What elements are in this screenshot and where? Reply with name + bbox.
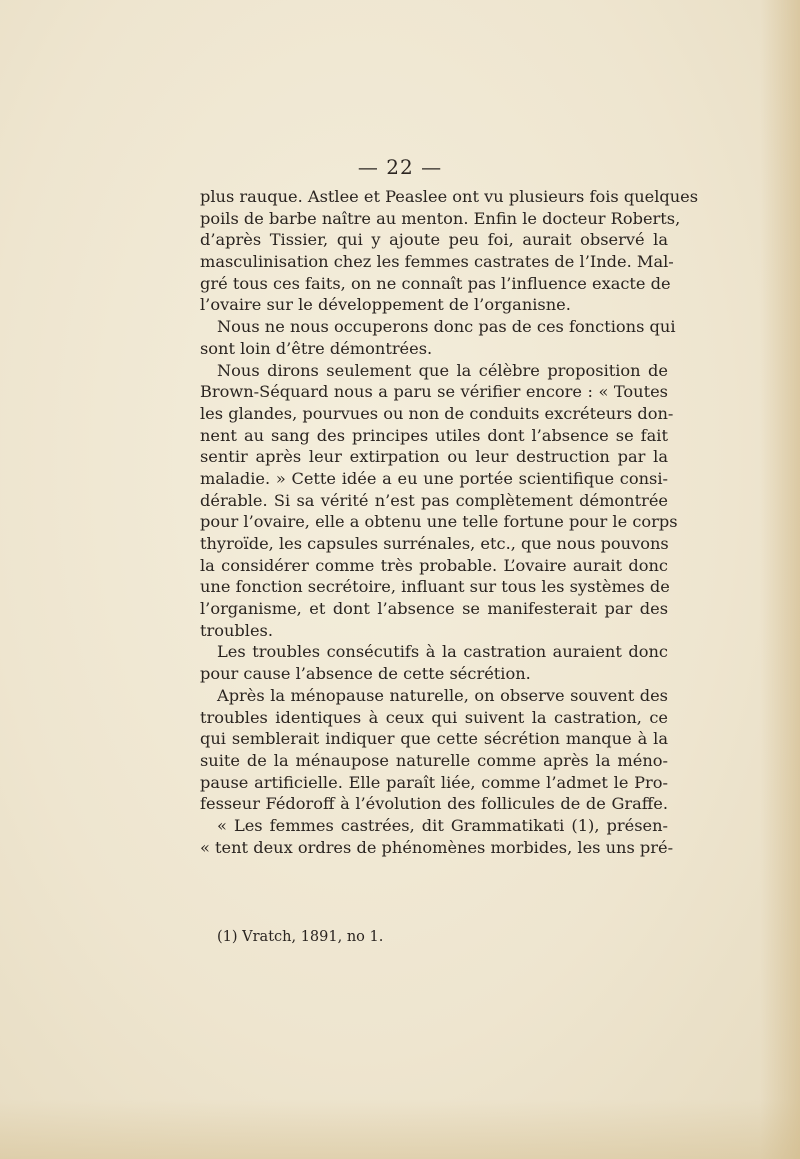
text-line: Les troubles consécutifs à la castration auraient donc [217, 642, 668, 662]
text-line: troubles. [200, 620, 273, 640]
text-line: d’après Tissier, qui y ajoute peu foi, aurait observé la [200, 230, 668, 250]
text-line: nent au sang des principes utiles dont l’absence se fait [200, 425, 668, 445]
text-line: la considérer comme très probable. L’ovaire aurait donc [200, 555, 668, 575]
text-line: une fonction secrétoire, influant sur tous les systèmes de [200, 577, 670, 597]
text-line: Brown-Séquard nous a paru se vérifier encore : « Toutes [200, 382, 668, 402]
text-line: suite de la ménaupose naturelle comme après la méno- [200, 750, 668, 770]
text-line: masculinisation chez les femmes castrates de l’Inde. Mal- [200, 252, 674, 272]
text-line: les glandes, pourvues ou non de conduits excréteurs don- [200, 403, 674, 423]
page-number: — 22 — [357, 155, 443, 179]
text-line: Après la ménopause naturelle, on observe souvent des [217, 685, 668, 705]
text-line: Nous dirons seulement que la célèbre proposition de [217, 360, 668, 380]
page-edge-shadow-bottom [0, 1099, 800, 1159]
text-line: « tent deux ordres de phénomènes morbides, les uns pré- [200, 837, 674, 857]
text-line: Nous ne nous occuperons donc pas de ces fonctions qui [217, 317, 676, 337]
text-line: « Les femmes castrées, dit Grammatikati (1), présen- [217, 815, 668, 835]
text-line: gré tous ces faits, on ne connaît pas l’influence exacte de [200, 273, 671, 293]
text-line: troubles identiques à ceux qui suivent la castration, ce [200, 707, 668, 727]
text-line: maladie. » Cette idée a eu une portée scientifique consi- [200, 468, 668, 488]
text-line: qui semblerait indiquer que cette sécrétion manque à la [200, 729, 668, 749]
footnote: (1) Vratch, 1891, no 1. [217, 929, 384, 945]
text-line: l’ovaire sur le développement de l’organisne. [200, 295, 571, 315]
text-line: pour l’ovaire, elle a obtenu une telle fortune pour le corps [200, 512, 678, 532]
text-line: sont loin d’être démontrées. [200, 338, 433, 358]
text-line: poils de barbe naître au menton. Enfin le docteur Roberts, [200, 208, 681, 228]
text-line: pause artificielle. Elle paraît liée, comme l’admet le Pro- [200, 772, 668, 792]
text-line: plus rauque. Astlee et Peaslee ont vu plusieurs fois quelques [200, 187, 699, 206]
text-line: sentir après leur extirpation ou leur destruction par la [200, 447, 668, 467]
text-line: l’organisme, et dont l’absence se manifesterait par des [200, 599, 668, 619]
body-text [200, 186, 699, 858]
text-line: thyroïde, les capsules surrénales, etc., que nous pouvons [200, 534, 669, 553]
text-line: dérable. Si sa vérité n’est pas complètement démontrée [200, 490, 668, 510]
text-line: pour cause l’absence de cette sécrétion. [200, 664, 531, 684]
text-line: fesseur Fédoroff à l’évolution des follicules de de Graffe. [200, 794, 668, 814]
